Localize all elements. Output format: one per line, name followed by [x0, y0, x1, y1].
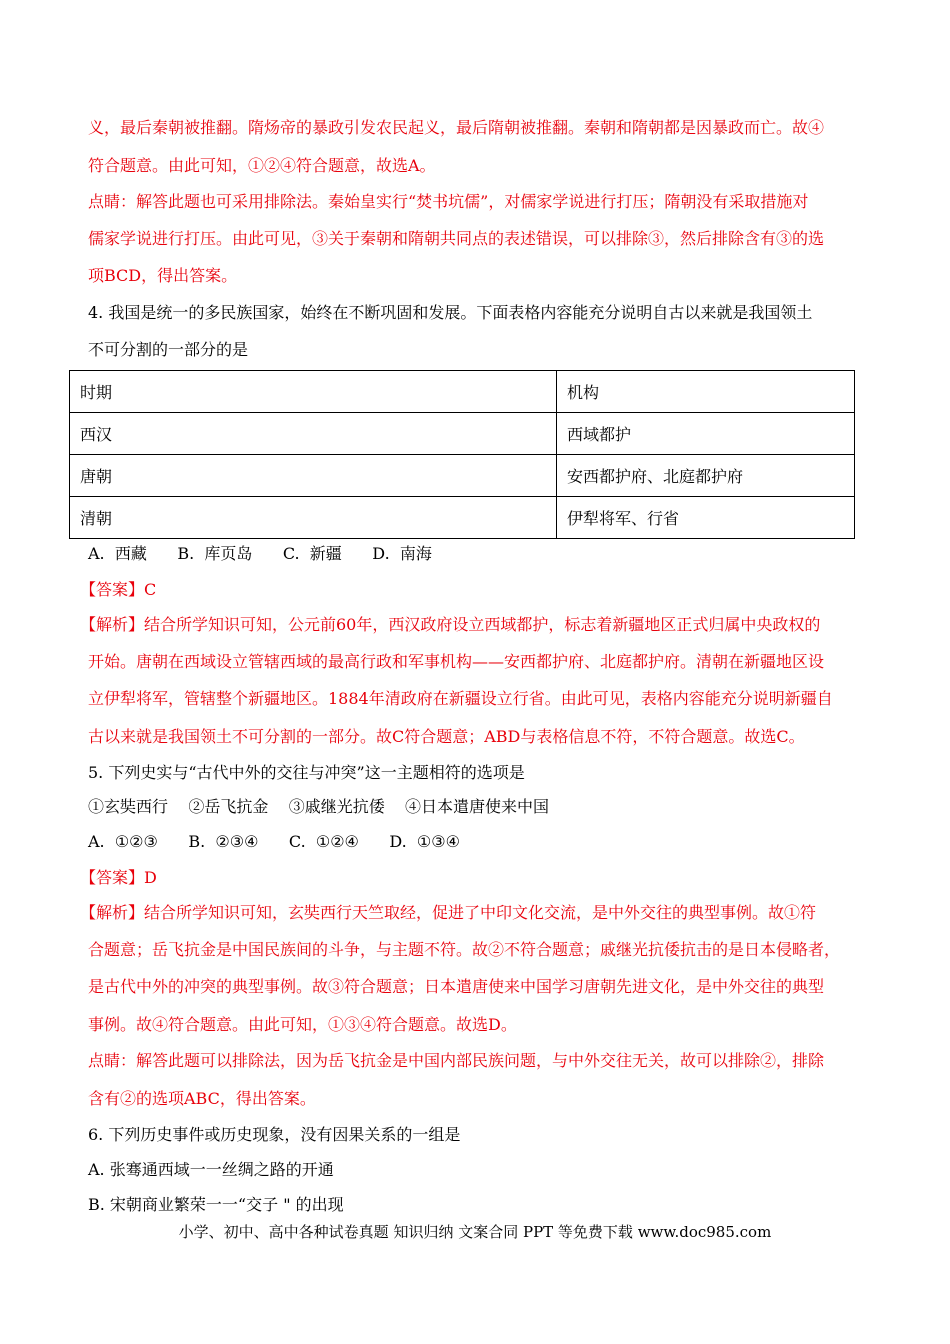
table-cell: 西汉 — [70, 413, 557, 455]
question-4-analysis-line: 古以来就是我国领土不可分割的一部分。故C符合题意；ABD与表格信息不符，不符合题意。故选C。 — [88, 727, 805, 746]
question-6-option-b: B. 宋朝商业繁荣一一“交子 " 的出现 — [88, 1195, 344, 1214]
question-5-analysis-line: 是古代中外的冲突的典型事例。故③符合题意；日本遣唐使来中国学习唐朝先进文化，是中外交往的典型 — [88, 977, 825, 996]
question-5-stem: 5. 下列史实与“古代中外的交往与冲突”这一主题相符的选项是 — [88, 763, 525, 782]
tip-line: 儒家学说进行打压。由此可见，③关于秦朝和隋朝共同点的表述错误，可以排除③，然后排除含有③的选 — [88, 229, 825, 248]
question-4-answer: 【答案】C — [80, 580, 157, 599]
page-footer: 小学、初中、高中各种试卷真题 知识归纳 文案合同 PPT 等免费下载 www.doc985.com — [178, 1223, 772, 1241]
period-institution-table — [69, 370, 855, 539]
question-5-analysis-line: 合题意；岳飞抗金是中国民族间的斗争，与主题不符。故②不符合题意；戚继光抗倭抗击的是日本侵略者， — [88, 940, 841, 959]
question-5-answer: 【答案】D — [80, 868, 157, 887]
question-5-tip-line: 点睛：解答此题可以排除法，因为岳飞抗金是中国内部民族问题，与中外交往无关，故可以排除②，排除 — [88, 1051, 825, 1070]
question-5-tip-line: 含有②的选项ABC，得出答案。 — [88, 1089, 316, 1108]
question-6-stem: 6. 下列历史事件或历史现象，没有因果关系的一组是 — [88, 1125, 461, 1144]
table-row — [70, 497, 855, 539]
question-4-stem: 4. 我国是统一的多民族国家，始终在不断巩固和发展。下面表格内容能充分说明自古以来就是我国领土 — [88, 303, 813, 322]
tip-line: 点睛：解答此题也可采用排除法。秦始皇实行“焚书坑儒”，对儒家学说进行打压；隋朝没有采取措施对 — [88, 192, 809, 211]
question-4-stem-continued: 不可分割的一部分的是 — [88, 340, 249, 359]
table-header-cell: 机构 — [557, 371, 855, 413]
table-row — [70, 413, 855, 455]
question-5-items: ①玄奘西行 ②岳飞抗金 ③戚继光抗倭 ④日本遣唐使来中国 — [88, 797, 550, 816]
question-5-analysis-line: 【解析】结合所学知识可知，玄奘西行天竺取经，促进了中印文化交流，是中外交往的典型事例。故①符 — [80, 903, 817, 922]
question-5-analysis-line: 事例。故④符合题意。由此可知，①③④符合题意。故选D。 — [88, 1015, 517, 1034]
table-cell: 唐朝 — [70, 455, 557, 497]
question-5-options: A. ①②③ B. ②③④ C. ①②④ D. ①③④ — [88, 832, 460, 851]
table-cell: 安西都护府、北庭都护府 — [557, 455, 855, 497]
table-cell: 清朝 — [70, 497, 557, 539]
question-4-analysis-line: 开始。唐朝在西域设立管辖西域的最高行政和军事机构——安西都护府、北庭都护府。清朝在新疆地区设 — [88, 652, 825, 671]
question-4-analysis-line: 立伊犁将军，管辖整个新疆地区。1884年清政府在新疆设立行省。由此可见，表格内容能充分说明新疆自 — [88, 689, 833, 708]
table-cell: 伊犁将军、行省 — [557, 497, 855, 539]
analysis-line: 符合题意。由此可知，①②④符合题意，故选A。 — [88, 156, 436, 175]
table-cell: 西域都护 — [557, 413, 855, 455]
question-6-option-a: A. 张骞通西域一一丝绸之路的开通 — [88, 1160, 334, 1179]
table-header-cell: 时期 — [70, 371, 557, 413]
table-header-row — [70, 371, 855, 413]
question-4-analysis-line: 【解析】结合所学知识可知，公元前60年，西汉政府设立西域都护，标志着新疆地区正式归属中央政权的 — [80, 615, 821, 634]
table-row — [70, 455, 855, 497]
analysis-line: 义，最后秦朝被推翻。隋炀帝的暴政引发农民起义，最后隋朝被推翻。秦朝和隋朝都是因暴政而亡。故④ — [88, 118, 825, 137]
question-4-options: A. 西藏 B. 库页岛 C. 新疆 D. 南海 — [88, 544, 432, 563]
tip-line: 项BCD，得出答案。 — [88, 266, 238, 285]
